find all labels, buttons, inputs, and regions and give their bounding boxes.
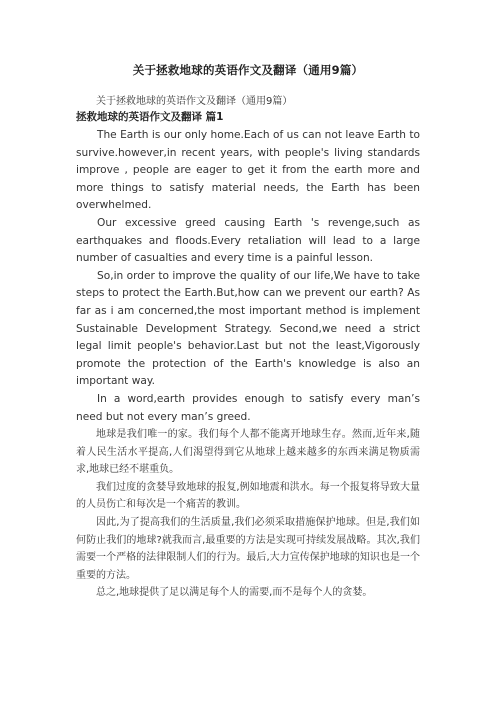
- english-paragraph-4: In a word,earth provides enough to satisfy every man’s need but not every man’s greed.: [76, 392, 420, 423]
- document-title: 关于拯救地球的英语作文及翻译（通用9篇）: [132, 63, 364, 77]
- english-paragraph-2: Our excessive greed causing Earth 's revenge,such as earthquakes and floods.Every retaliation will lead to a large number of casualties and every time is a painful lesson.: [76, 216, 420, 265]
- english-paragraph-1: The Earth is our only home.Each of us can not leave Earth to survive.however,in recent years, with people's living standards improve , people are eager to get it from the earth more and more things to satisfy material needs, the Earth has been overwhelmed.: [76, 129, 420, 212]
- section-heading: 拯救地球的英语作文及翻译 篇1: [76, 111, 224, 123]
- document-subtitle: 关于拯救地球的英语作文及翻译（通用9篇）: [96, 96, 293, 107]
- chinese-paragraph-3: 因此,为了提高我们的生活质量,我们必须采取措施保护地球。但是,我们如何防止我们的地球?就我而言,最重要的方法是实现可持续发展战略。其次,我们需要一个严格的法律限制人们的行为。最后,大力宣传保护地球的知识也是一个重要的方法。: [76, 517, 420, 581]
- chinese-paragraph-4: 总之,地球提供了足以满足每个人的需要,而不是每个人的贪婪。: [96, 587, 373, 599]
- english-paragraph-3: So,in order to improve the quality of our life,We have to take steps to protect the Earth.But,how can we prevent our earth? As far as i am concerned,the most important method is implement Sustainable Development Strategy. Second,we need a strict legal limit people's behavior.Last but not the least,Vigorously promote the protection of the Earth's knowledge is also an important way.: [76, 269, 420, 388]
- chinese-paragraph-2: 我们过度的贪婪导致地球的报复,例如地震和洪水。每一个报复将导致大量的人员伤亡和每次是一个痛苦的教训。: [76, 481, 420, 511]
- chinese-paragraph-1: 地球是我们唯一的家。我们每个人都不能离开地球生存。然而,近年来,随着人民生活水平提高,人们渴望得到它从地球上越来越多的东西来满足物质需求,地球已经不堪重负。: [76, 429, 420, 476]
